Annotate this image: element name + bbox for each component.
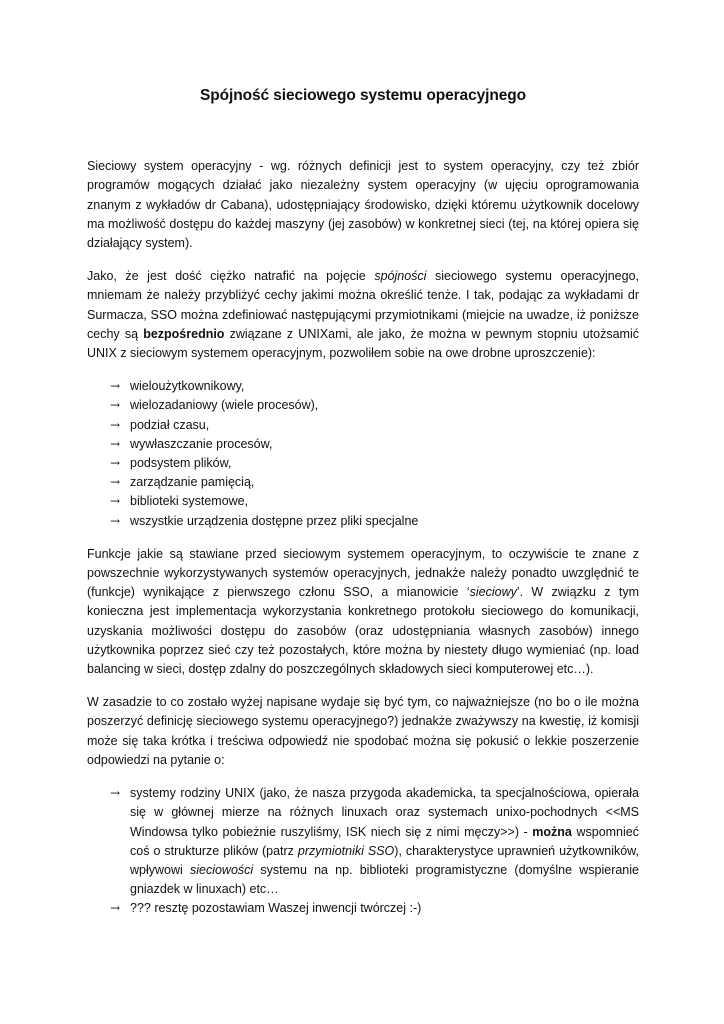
text-run: związane z UNIXami, ale jako, że można w pewnym stopniu utożsamić UNIX z sieciowym systemem operacyjnym, pozwoliłem sobie na owe drobne uproszczenie): <box>87 326 639 361</box>
paragraph-cohesion <box>87 267 639 363</box>
italic-term-przymiotniki: przymiotniki SSO <box>297 843 395 858</box>
list-item <box>87 473 639 492</box>
bold-term-mozna: można <box>532 824 572 839</box>
arrow-icon: → <box>110 475 121 490</box>
document-page <box>87 86 639 933</box>
text-run: Jako, że jest dość ciężko natrafić na pojęcie <box>87 269 375 284</box>
list-item-text: wywłaszczanie procesów, <box>130 436 273 451</box>
text-run: systemy rodziny UNIX (jako, że nasza przygoda akademicka, ta specjalnościowa, opierała się w głównej mierze na różnych linuxach oraz systemach unixo-pochodnych <<MS Windowsa tylko pobieżnie ruszyliśmy, ISK niech się z nimi męczy>>) - <box>130 786 639 839</box>
list-item-text: wielozadaniowy (wiele procesów), <box>130 398 319 413</box>
list-item-text: zarządzanie pamięcią, <box>130 475 255 490</box>
list-item <box>87 454 639 473</box>
italic-term-sieciowosci: sieciowości <box>189 862 254 877</box>
feature-list <box>87 377 639 531</box>
text-run: ’. W związku z tym konieczna jest implementacja wykorzystania konkretnego protokołu sieciowego do komunikacji, uzyskania możliwości dostępu do zasobów (oraz udostępniania własnych zasobów) innego użytkownika poprzez sieć czy też pozostałych, które można by niestety długo wymieniać (np. load balancing w sieci, dostęp zdalny do poszczególnych składowych sieci komputerowej etc…). <box>87 585 639 677</box>
list-item-text: podział czasu, <box>130 417 210 432</box>
list-item <box>87 512 639 531</box>
arrow-icon: → <box>110 513 121 528</box>
list-item <box>87 899 639 918</box>
paragraph-definition: Sieciowy system operacyjny - wg. różnych definicji jest to system operacyjny, czy też zbiór programów mogących działać jako niezależny system operacyjny (w ujęciu oprogramowania znanym z wykładów dr Cabana), udostępniający środowisko, dzięki któremu użytkownik docelowy ma możliwość dostępu do każdej maszyny (jej zasobów) w konkretnej sieci (tej, na której opiera się działający system). <box>87 159 639 251</box>
italic-term-sieciowy: sieciowy <box>469 585 517 600</box>
list-item-text: wszystkie urządzenia dostępne przez pliki specjalne <box>130 513 419 528</box>
text-run: ), charakterystyce uprawnień użytkowników, wpływowi <box>130 843 639 877</box>
text-run: sieciowego systemu operacyjnego, mniemam że należy przybliżyć cechy jakimi można określić tenże. I tak, podając za wykładami dr Surmacza, SSO można zdefiniować następującymi przymiotnikami (miejcie na uwadze, iż poniższe cechy są <box>87 269 640 341</box>
paragraph-summary: W zasadzie to co zostało wyżej napisane wydaje się być tym, co najważniejsze (no bo o ile można poszerzyć definicję sieciowego systemu operacyjnego?) jednakże zważywszy na kwestię, iż komisji może się taka krótka i treściwa odpowiedź nie spodobać można się pokusić o lekkie poszerzenie odpowiedzi na pytanie o: <box>87 695 639 767</box>
arrow-icon: → <box>110 456 121 471</box>
arrow-icon: → <box>110 901 121 916</box>
list-item-text: podsystem plików, <box>130 456 232 471</box>
extension-list <box>87 784 639 918</box>
list-item <box>87 492 639 511</box>
list-item <box>87 435 639 454</box>
text-run: wspomnieć coś o strukturze plików (patrz <box>130 824 639 858</box>
list-item-text: ??? resztę pozostawiam Waszej inwencji twórczej :-) <box>130 901 422 916</box>
list-item <box>87 377 639 396</box>
italic-term-spojnosci: spójności <box>374 269 427 284</box>
list-item <box>87 416 639 435</box>
arrow-icon: → <box>110 436 121 451</box>
page-title: Spójność sieciowego systemu operacyjnego <box>200 87 526 104</box>
list-item <box>87 396 639 415</box>
list-item-text: biblioteki systemowe, <box>130 494 249 509</box>
text-run: Funkcje jakie są stawiane przed sieciowym systemem operacyjnym, to oczywiście te znane z powszechnie wykorzystywanych systemów operacyjnych, jednakże należy ponadto uwzględnić te (funkcje) wynikające z pierwszego członu SSO, a mianowicie ‘ <box>87 546 639 600</box>
arrow-icon: → <box>110 379 121 394</box>
bold-term-bezposrednio: bezpośrednio <box>143 326 225 341</box>
paragraph-functions <box>87 545 639 679</box>
arrow-icon: → <box>110 417 121 432</box>
list-item <box>87 784 639 899</box>
text-run: systemu na np. biblioteki programistyczne (domyślne wspieranie gniazdek w linuxach) etc… <box>130 862 639 897</box>
arrow-icon: → <box>110 786 121 801</box>
arrow-icon: → <box>110 398 121 413</box>
arrow-icon: → <box>110 494 121 509</box>
list-item-text: wieloużytkownikowy, <box>130 379 245 394</box>
